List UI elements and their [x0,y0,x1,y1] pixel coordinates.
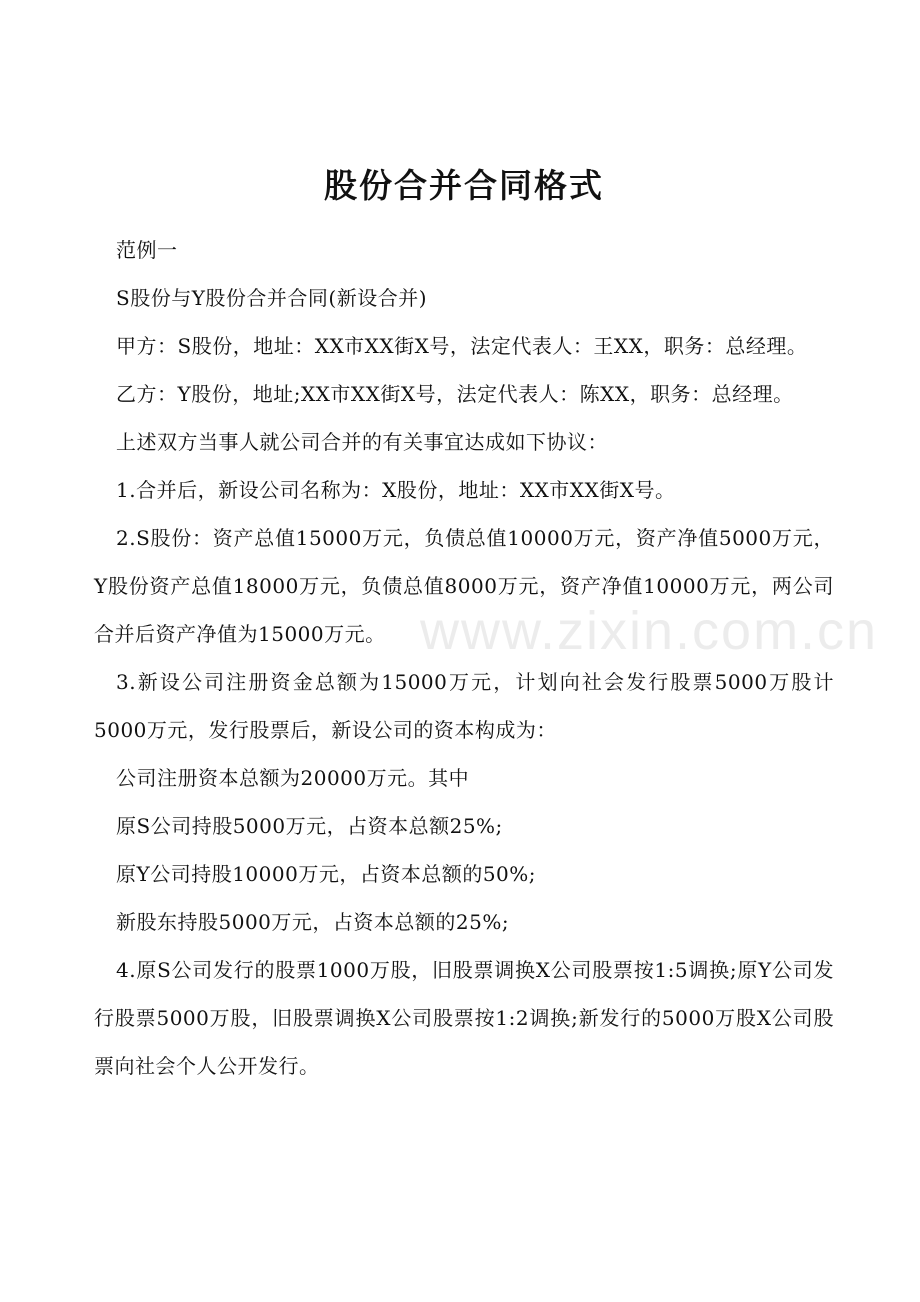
paragraph-clause-3: 3.新设公司注册资金总额为15000万元，计划向社会发行股票5000万股计5000万元，发行股票后，新设公司的资本构成为： [94,670,834,742]
paragraph-capital-total: 公司注册资本总额为20000万元。其中 [116,766,470,790]
paragraph-clause-1: 1.合并后，新设公司名称为：X股份，地址：XX市XX街X号。 [116,478,676,502]
paragraph-capital-y: 原Y公司持股10000万元，占资本总额的50%; [116,862,537,886]
paragraph-contract-name: S股份与Y股份合并合同(新设合并) [116,286,428,310]
document-page [94,160,834,1090]
paragraph-clause-2: 2.S股份：资产总值15000万元，负债总值10000万元，资产净值5000万元，Y股份资产总值18000万元，负债总值8000万元，资产净值10000万元，两公司合并后资产净值为15000万元。 [94,526,834,646]
paragraph-capital-s: 原S公司持股5000万元，占资本总额25%; [116,814,503,838]
paragraph-clause-4: 4.原S公司发行的股票1000万股，旧股票调换X公司股票按1:5调换;原Y公司发行股票5000万股，旧股票调换X公司股票按1:2调换;新发行的5000万股X公司股票向社会个人公开发行。 [94,958,834,1078]
paragraph-example-label: 范例一 [116,238,178,262]
paragraph-party-b: 乙方：Y股份，地址;XX市XX街X号，法定代表人：陈XX，职务：总经理。 [116,382,794,406]
document-title: 股份合并合同格式 [324,166,604,205]
paragraph-party-a: 甲方：S股份，地址：XX市XX街X号，法定代表人：王XX，职务：总经理。 [116,334,808,358]
watermark: www.zixin.com.cn [420,601,879,661]
paragraph-agreement-intro: 上述双方当事人就公司合并的有关事宜达成如下协议： [116,430,608,454]
paragraph-capital-new: 新股东持股5000万元，占资本总额的25%; [116,910,510,934]
